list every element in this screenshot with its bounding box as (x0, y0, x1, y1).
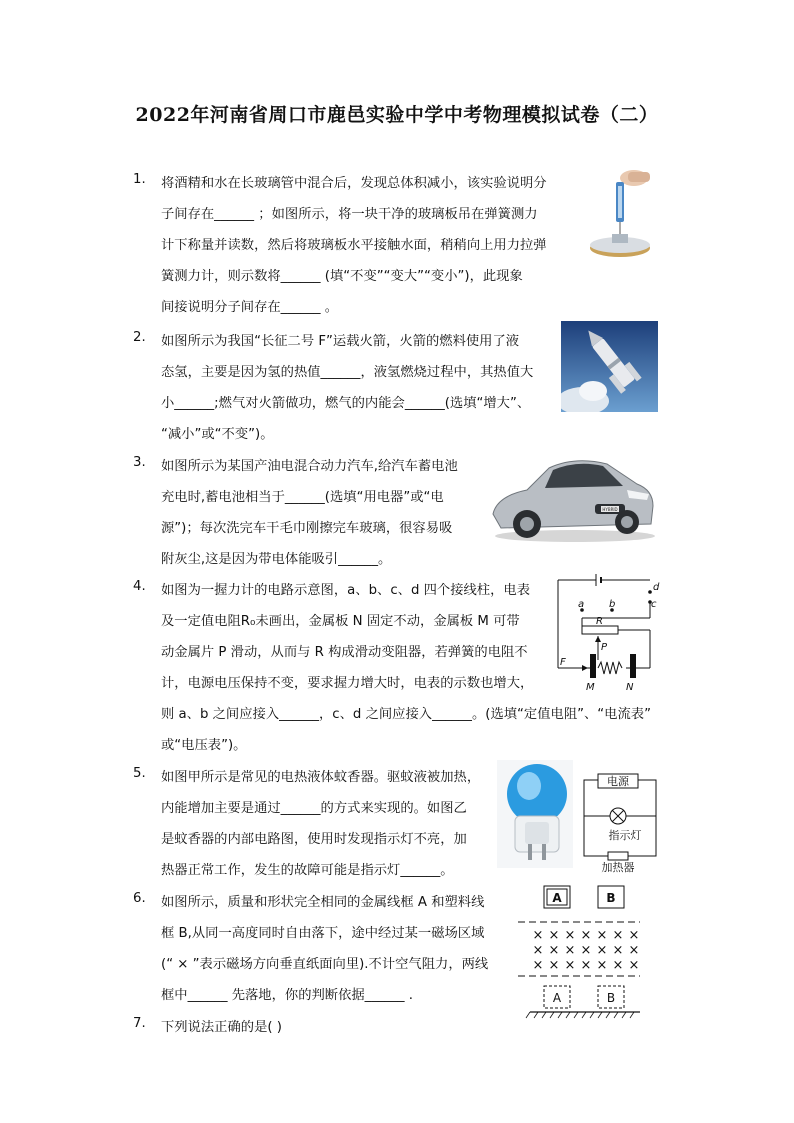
question-number: 5. (133, 766, 146, 781)
magnetic-field-cross: × (628, 943, 640, 958)
question-line: 态氢，主要是因为氢的热值______，液氢燃烧过程中，其热值大 (161, 365, 534, 380)
question-number: 1. (133, 172, 146, 187)
question-number: 6. (133, 891, 146, 906)
question-line: 小______;燃气对火箭做功，燃气的内能会______(选填“增大”、 (161, 396, 531, 411)
question-line: 框中______ 先落地，你的判断依据______ . (161, 988, 414, 1003)
question-number: 2. (133, 330, 146, 345)
question-line: 充电时,蓄电池相当于______(选填“用电器”或“电 (161, 490, 444, 505)
label-indicator-lamp: 指示灯 (608, 829, 642, 842)
label-F: F (560, 657, 566, 668)
license-plate: HYBRID (602, 507, 618, 512)
question-line: 框 B,从同一高度同时自由落下，途中经过某一磁场区域 (161, 926, 485, 941)
question-line: 如图所示为某国产油电混合动力汽车,给汽车蓄电池 (161, 459, 458, 474)
mosquito-heater-image (497, 760, 573, 868)
magnetic-field-cross: × (628, 928, 640, 943)
question-line: 附灰尘,这是因为带电体能吸引______。 (161, 552, 392, 567)
magnetic-field-cross: × (596, 943, 608, 958)
question-line: 下列说法正确的是( ) (161, 1020, 282, 1035)
question-line: 动金属片 P 滑动，从而与 R 构成滑动变阻器，若弹簧的电阻不 (161, 645, 528, 660)
page-title: 2022年河南省周口市鹿邑实验中学中考物理模拟试卷（二） (135, 104, 659, 126)
question-line: 间接说明分子间存在______ 。 (161, 300, 339, 315)
question-line: “减小”或“不变”)。 (161, 427, 274, 442)
magnetic-field-cross: × (564, 943, 576, 958)
magnetic-field-cross: × (532, 928, 544, 943)
question-number: 4. (133, 579, 146, 594)
magnetic-field-cross: × (580, 928, 592, 943)
glass-plate-spring-scale-image (582, 168, 660, 264)
question-line: 计下称量并读数，然后将玻璃板水平接触水面，稍稍向上用力拉弹 (161, 238, 547, 253)
question-number: 3. (133, 455, 146, 470)
mosquito-heater-circuit-diagram (580, 772, 660, 874)
question-line: 热器正常工作，发生的故障可能是指示灯______。 (161, 863, 454, 878)
magnetic-field-cross: × (548, 958, 560, 973)
question-line: 将酒精和水在长玻璃管中混合后，发现总体积减小，该实验说明分 (161, 176, 547, 191)
question-line: 如图为一握力计的电路示意图，a、b、c、d 四个接线柱，电表 (161, 583, 530, 598)
magnetic-field-cross: × (612, 958, 624, 973)
magnetic-field-cross: × (532, 958, 544, 973)
label-heater: 加热器 (601, 861, 635, 874)
magnetic-field-cross: × (596, 928, 608, 943)
label-N: N (626, 682, 634, 693)
question-line: 如图所示，质量和形状完全相同的金属线框 A 和塑料线 (161, 895, 485, 910)
question-line: 源”)；每次洗完车干毛巾刚擦完车玻璃，很容易吸 (161, 521, 453, 536)
question-line: 如图甲所示是常见的电热液体蚊香器。驱蚊液被加热， (161, 770, 481, 785)
question-line: 或“电压表”)。 (161, 738, 247, 753)
label-P: P (601, 642, 608, 653)
magnetic-field-cross: × (548, 928, 560, 943)
question-line: 内能增加主要是通过______的方式来实现的。如图乙 (161, 801, 467, 816)
rocket-image (561, 321, 658, 412)
question-line: 簧测力计，则示数将______ (填“不变”“变大”“变小”)，此现象 (161, 269, 523, 284)
frame-b-label: B (606, 891, 616, 905)
question-line: 如图所示为我国“长征二号 F”运载火箭，火箭的燃料使用了液 (161, 334, 520, 349)
label-b: b (609, 599, 616, 610)
magnetic-field-cross: × (628, 958, 640, 973)
frame-b-landed-label: B (606, 991, 616, 1005)
magnetic-field-cross: × (612, 928, 624, 943)
magnetic-field-cross: × (532, 943, 544, 958)
frame-a-label: A (552, 891, 562, 905)
question-line: 及一定值电阻R₀未画出，金属板 N 固定不动，金属板 M 可带 (161, 614, 520, 629)
magnetic-field-cross: × (564, 928, 576, 943)
question-line: 则 a、b 之间应接入______，c、d 之间应接入______。(选填“定值电阻”、“电流表” (161, 707, 651, 722)
label-d: d (653, 582, 660, 593)
magnetic-field-cross: × (580, 958, 592, 973)
question-number: 7. (133, 1016, 146, 1031)
label-M: M (586, 682, 595, 693)
magnetic-field-frames-diagram (516, 882, 642, 1020)
question-line: (“ × ”表示磁场方向垂直纸面向里).不计空气阻力，两线 (161, 957, 489, 972)
label-power-source: 电源 (607, 775, 629, 788)
label-a: a (578, 599, 585, 610)
question-line: 子间存在______ ；如图所示，将一块干净的玻璃板吊在弹簧测力 (161, 207, 538, 222)
label-R: R (596, 616, 603, 627)
question-line: 是蚊香器的内部电路图，使用时发现指示灯不亮，加 (161, 832, 467, 847)
label-c: c (651, 599, 657, 610)
magnetic-field-cross: × (580, 943, 592, 958)
magnetic-field-cross: × (596, 958, 608, 973)
frame-a-landed-label: A (552, 991, 562, 1005)
question-line: 计，电源电压保持不变，要求握力增大时，电表的示数也增大， (161, 676, 534, 691)
hybrid-car-image (487, 448, 657, 546)
grip-meter-circuit-diagram (552, 572, 664, 696)
magnetic-field-cross: × (564, 958, 576, 973)
magnetic-field-cross: × (612, 943, 624, 958)
magnetic-field-cross: × (548, 943, 560, 958)
